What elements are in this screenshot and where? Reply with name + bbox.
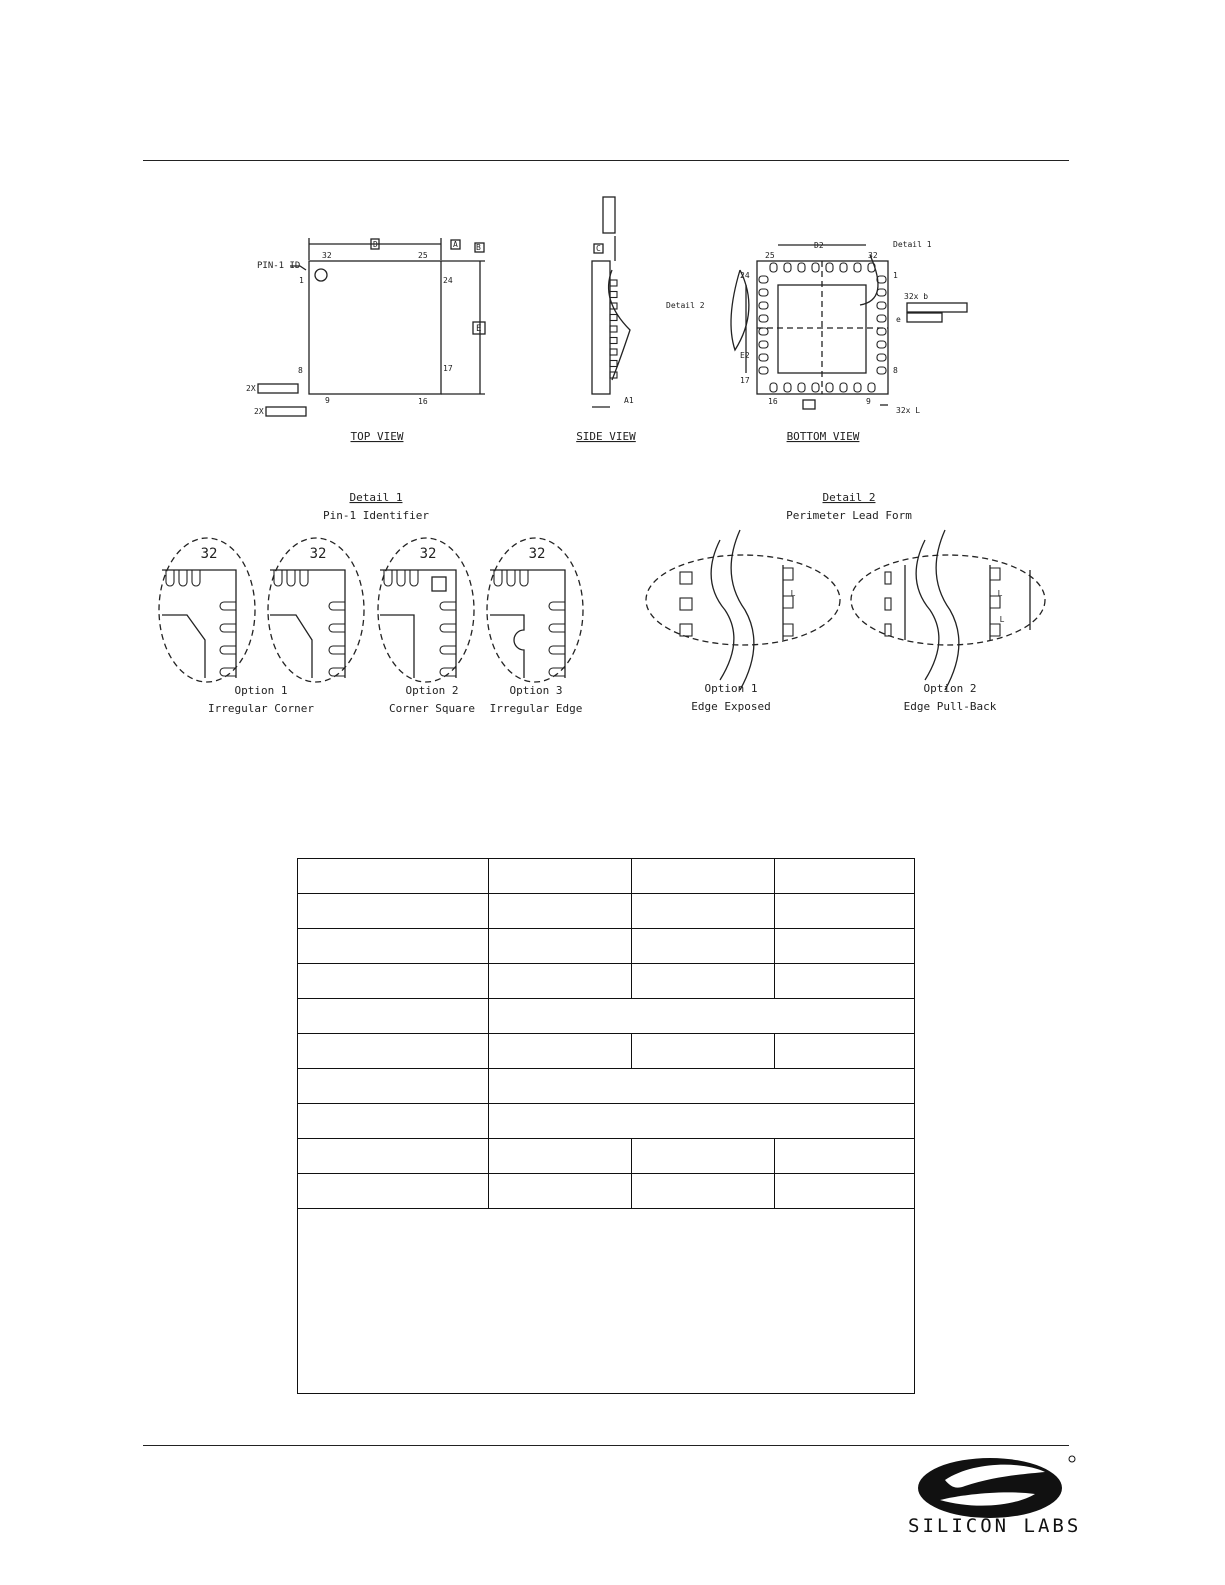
lead-pad <box>770 263 777 272</box>
table-row <box>298 1174 915 1209</box>
lead-pad <box>854 383 861 392</box>
lead-pad <box>812 383 819 392</box>
lead-pad <box>885 624 891 636</box>
lead-pad <box>507 570 515 586</box>
lead-pad <box>494 570 502 586</box>
lead-pad <box>759 328 768 335</box>
lead-pad <box>885 598 891 610</box>
bottom-pin-25: 25 <box>765 251 775 260</box>
dimension-table <box>297 858 915 1394</box>
lead-pad <box>179 570 187 586</box>
lead-pad <box>549 624 565 632</box>
top-pin-1: 1 <box>299 276 304 285</box>
lead-pad <box>549 602 565 610</box>
lead-pad <box>610 280 617 286</box>
detail2-lead-l-b: L <box>997 589 1003 598</box>
lead-pad <box>798 383 805 392</box>
side-a1-label: A1 <box>624 396 634 405</box>
lead-pad <box>784 383 791 392</box>
lead-pad <box>680 572 692 584</box>
lead-pad <box>990 624 1000 636</box>
pin1-label: PIN-1 ID <box>257 261 301 271</box>
lead-pad <box>759 367 768 374</box>
lead-pad <box>287 570 295 586</box>
bottom-pin-8: 8 <box>893 366 898 375</box>
detail1-pin-c: 32 <box>419 546 437 562</box>
lead-pad <box>610 326 617 332</box>
detail1-opt3-name: Option 3 <box>509 684 563 697</box>
detail1-opt1-desc: Irregular Corner <box>208 702 314 715</box>
lead-pad <box>783 624 793 636</box>
table-row <box>298 1034 915 1069</box>
lead-pad <box>610 349 617 355</box>
lead-pad <box>877 315 886 322</box>
lead-pad <box>329 624 345 632</box>
package-drawing <box>0 0 1225 760</box>
logo-wordmark: SILICON LABS <box>908 1515 1082 1537</box>
table-row <box>298 1139 915 1174</box>
lead-pad <box>440 602 456 610</box>
bottom-pin-32: 32 <box>868 251 878 260</box>
table-row <box>298 859 915 894</box>
lead-pad <box>329 646 345 654</box>
lead-pad <box>784 263 791 272</box>
exposed-pad <box>778 285 866 373</box>
table-row <box>298 1069 915 1104</box>
lead-pad <box>610 338 617 344</box>
bottom-b-label: 32x b <box>904 292 929 301</box>
detail2-subtitle: Perimeter Lead Form <box>786 509 912 522</box>
top-pin-17: 17 <box>443 364 453 373</box>
side-view-caption: SIDE VIEW <box>576 430 636 443</box>
detail1-opt3-desc: Irregular Edge <box>489 702 583 715</box>
detail2-opt1-desc: Edge Exposed <box>691 700 771 713</box>
dim-d-label: D <box>373 240 378 249</box>
bottom-pin-24: 24 <box>740 271 750 280</box>
bottom-pin-16: 16 <box>768 397 778 406</box>
table-row <box>298 929 915 964</box>
lead-pad <box>610 361 617 367</box>
lead-pad <box>759 341 768 348</box>
datum-a-label: A <box>453 240 458 249</box>
detail2-lead-l-a: L <box>790 589 796 598</box>
lead-pad <box>877 302 886 309</box>
lead-pad <box>826 383 833 392</box>
table-row <box>298 964 915 999</box>
lead-pad <box>877 367 886 374</box>
detail1-pin-b: 32 <box>309 546 327 562</box>
table-row <box>298 1104 915 1139</box>
lead-pad <box>220 646 236 654</box>
lead-pad <box>798 263 805 272</box>
lead-pad <box>812 263 819 272</box>
lead-pad <box>220 602 236 610</box>
top-pin-24: 24 <box>443 276 453 285</box>
lead-pad <box>384 570 392 586</box>
lead-pad <box>549 646 565 654</box>
lead-pad <box>877 354 886 361</box>
top-pin-8: 8 <box>298 366 303 375</box>
top-pin-9: 9 <box>325 396 330 405</box>
table-row <box>298 894 915 929</box>
bottom-pin-9: 9 <box>866 397 871 406</box>
lead-pad <box>397 570 405 586</box>
detail2-lead-l-c: L <box>999 615 1005 624</box>
top-tol-2x-a: 2X <box>246 384 256 393</box>
lead-pad <box>192 570 200 586</box>
detail2-ref: Detail 2 <box>666 301 705 310</box>
lead-pad <box>826 263 833 272</box>
top-view-caption: TOP VIEW <box>350 430 404 443</box>
lead-pad <box>610 292 617 298</box>
lead-pad <box>610 315 617 321</box>
lead-pad <box>840 383 847 392</box>
top-view-body <box>309 261 441 394</box>
lead-pad <box>877 289 886 296</box>
datum-b-label: B <box>476 243 481 252</box>
dim-d2-label: D2 <box>814 241 824 250</box>
top-tol-2x-b: 2X <box>254 407 264 416</box>
dim-e2-label: E2 <box>740 351 750 360</box>
lead-pad <box>759 302 768 309</box>
detail1-pin-a: 32 <box>200 546 218 562</box>
lead-pad <box>520 570 528 586</box>
detail1-pin-d: 32 <box>528 546 546 562</box>
lead-pad <box>680 598 692 610</box>
bottom-pin-1: 1 <box>893 271 898 280</box>
table-row <box>298 999 915 1034</box>
lead-pad <box>783 568 793 580</box>
lead-pad <box>759 354 768 361</box>
lead-pad <box>680 624 692 636</box>
bottom-view-caption: BOTTOM VIEW <box>786 430 860 443</box>
side-view-body <box>592 261 610 394</box>
detail1-opt2-desc: Corner Square <box>388 702 476 715</box>
lead-pad <box>759 315 768 322</box>
datum-c-label: C <box>596 244 601 253</box>
lead-pad <box>220 624 236 632</box>
dim-e-label: E <box>476 324 482 334</box>
lead-pad <box>990 568 1000 580</box>
lead-pad <box>840 263 847 272</box>
detail1-title: Detail 1 <box>349 491 403 504</box>
detail2-opt2-name: Option 2 <box>923 682 977 695</box>
top-pin-32: 32 <box>322 251 332 260</box>
lead-pad <box>868 383 875 392</box>
lead-pad <box>410 570 418 586</box>
detail2-opt2-desc: Edge Pull-Back <box>903 700 997 713</box>
lead-pad <box>854 263 861 272</box>
bottom-l-label: 32x L <box>896 406 921 415</box>
detail2-opt1-name: Option 1 <box>704 682 758 695</box>
lead-pad <box>329 602 345 610</box>
lead-pad <box>885 572 891 584</box>
detail1-subtitle: Pin-1 Identifier <box>323 509 429 522</box>
top-pin-25: 25 <box>418 251 428 260</box>
lead-pad <box>759 289 768 296</box>
table-notes-row <box>298 1209 915 1394</box>
lead-pad <box>274 570 282 586</box>
footer-rule <box>143 1445 1069 1446</box>
detail1-opt1-name: Option 1 <box>234 684 288 697</box>
lead-pad <box>759 276 768 283</box>
lead-pad <box>300 570 308 586</box>
lead-pad <box>877 328 886 335</box>
detail1-ref: Detail 1 <box>893 240 932 249</box>
detail1-opt2-name: Option 2 <box>405 684 459 697</box>
lead-pad <box>166 570 174 586</box>
bottom-e-label: e <box>896 315 901 324</box>
lead-pad <box>440 646 456 654</box>
lead-pad <box>440 624 456 632</box>
bottom-pin-17: 17 <box>740 376 750 385</box>
top-pin-16: 16 <box>418 397 428 406</box>
lead-pad <box>770 383 777 392</box>
pin1-dot <box>315 269 327 281</box>
detail2-title: Detail 2 <box>822 491 876 504</box>
lead-pad <box>877 341 886 348</box>
